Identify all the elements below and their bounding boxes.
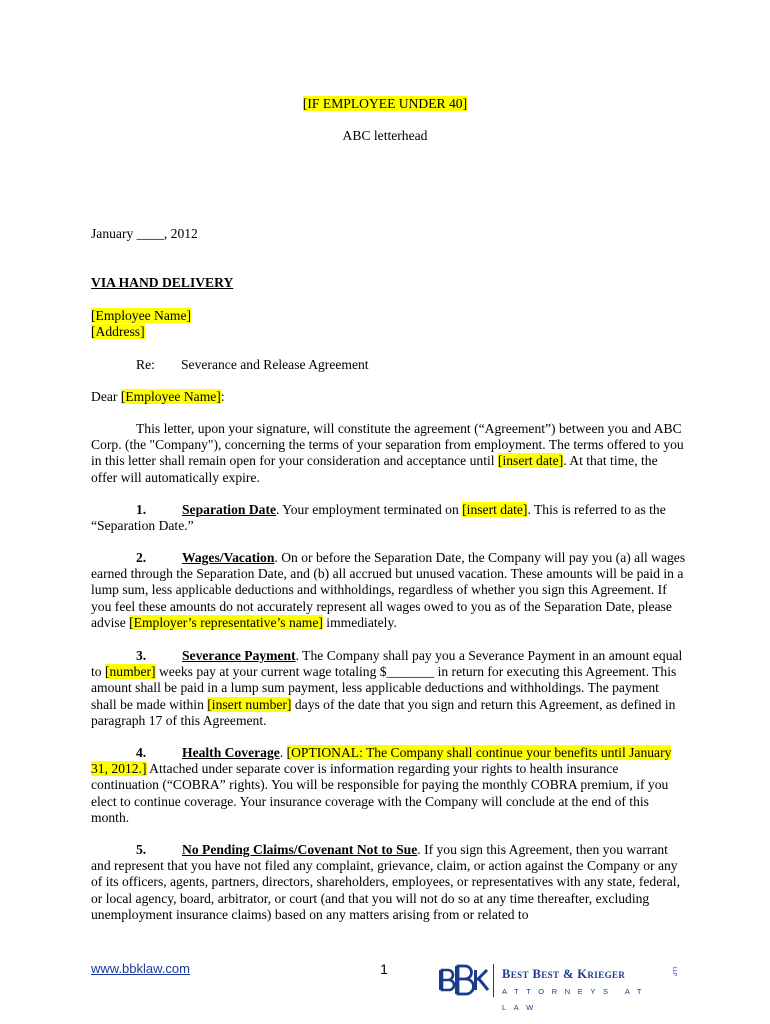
- section-number: 1.: [136, 502, 147, 517]
- letter-date: January ____, 2012: [91, 226, 198, 241]
- weeks-number-highlight: [number]: [104, 664, 156, 680]
- website-link[interactable]: www.bbklaw.com: [91, 961, 190, 976]
- section-number: 3.: [136, 648, 147, 663]
- separation-date-highlight: [insert date]: [462, 502, 528, 517]
- section-number: 4.: [136, 745, 147, 760]
- section-title: Health Coverage: [182, 745, 280, 760]
- intro-date-highlight: [insert date]: [497, 453, 564, 469]
- re-subject: Severance and Release Agreement: [181, 357, 369, 372]
- firm-llp: LLP: [671, 967, 678, 976]
- condition-line: [0, 96, 770, 112]
- recipient-name: [Employee Name]: [91, 308, 192, 323]
- bbk-logo-icon: [438, 964, 490, 996]
- salutation: Dear [Employee Name]:: [91, 389, 225, 404]
- employer-rep-highlight: [Employer’s representative’s name]: [129, 614, 323, 630]
- section-title: Wages/Vacation: [182, 550, 275, 565]
- section-3: 3. Severance Payment. The Company shall pay you a Severance Payment in an amount equal to [number] weeks pay at your current wage totaling $_______ in return for executing this Agreement. This amount shall be paid in a lump sum payment, less applicable deductions and withholdings. The payment shall be made within [insert number] days of the date that you sign and return this Agreement, as defined in paragraph 17 of this Agreement.: [91, 648, 683, 728]
- recipient-address: [Address]: [91, 324, 145, 340]
- section-title: Separation Date: [182, 502, 277, 517]
- re-label: Re:: [136, 357, 155, 372]
- recipient-block: [91, 308, 687, 340]
- intro-paragraph: This letter, upon your signature, will constitute the agreement (“Agreement”) between you and ABC Corp. (the "Company"), concerning the terms of your separation from employment. The terms offered to you in this letter shall remain open for your consideration and acceptance until [insert date]. At that time, the offer will automatically expire.: [91, 421, 684, 485]
- firm-name: Best Best & Krieger: [502, 967, 626, 981]
- logo-divider: [493, 964, 494, 997]
- section-number: 5.: [136, 842, 147, 857]
- section-1: 1. Separation Date. Your employment terminated on [insert date]. This is referred to as the “Separation Date.”: [91, 502, 666, 534]
- section-5: 5. No Pending Claims/Covenant Not to Sue. If you sign this Agreement, then you warrant and represent that you have not filed any complaint, grievance, claim, or action against the Company or any of its officers, agents, partners, directors, shareholders, employees, or representatives with any state, federal, or local agency, board, arbitrator, or court (and that you will not do so at any time thereafter, excluding unemployment insurance claims) based on any matters arising from or related to: [91, 842, 680, 922]
- condition-highlight: [IF EMPLOYEE UNDER 40]: [302, 96, 468, 111]
- section-number: 2.: [136, 550, 147, 565]
- delivery-label: VIA HAND DELIVERY: [91, 275, 234, 290]
- firm-tagline: ATTORNEYS AT LAW: [502, 987, 649, 1013]
- firm-logo: [438, 964, 678, 1013]
- letterhead-placeholder: ABC letterhead: [342, 128, 428, 143]
- delivery-method: [91, 275, 687, 291]
- salutation-name: [Employee Name]: [120, 389, 221, 404]
- re-line: [91, 357, 687, 373]
- section-title: Severance Payment: [182, 648, 296, 663]
- section-title: No Pending Claims/Covenant Not to Sue: [182, 842, 418, 857]
- page-number: 1: [380, 961, 388, 977]
- section-4: 4. Health Coverage. [OPTIONAL: The Company shall continue your benefits until January 31, 2012.] Attached under separate cover is information regarding your rights to health insurance continuation (“COBRA” rights). You will be responsible for paying the monthly COBRA premium, if you elect to continue coverage. Your insurance coverage with the Company will conclude at the end of this month.: [91, 745, 672, 825]
- days-number-highlight: [insert number]: [207, 696, 292, 712]
- section-2: 2. Wages/Vacation. On or before the Separation Date, the Company will pay you (a) all wages earned through the Separation Date, and (b) all accrued but unused vacation. These amounts will be paid in a lump sum, less applicable deductions and withholdings, regardless of whether you sign this Agreement. If you feel these amounts do not accurately represent all wages owed to you as of the Separation Date, please advise [Employer’s representative’s name] immediately.: [91, 550, 686, 630]
- optional-benefits-highlight: [OPTIONAL: The Company shall continue your benefits until January 31, 2012.]: [91, 745, 672, 777]
